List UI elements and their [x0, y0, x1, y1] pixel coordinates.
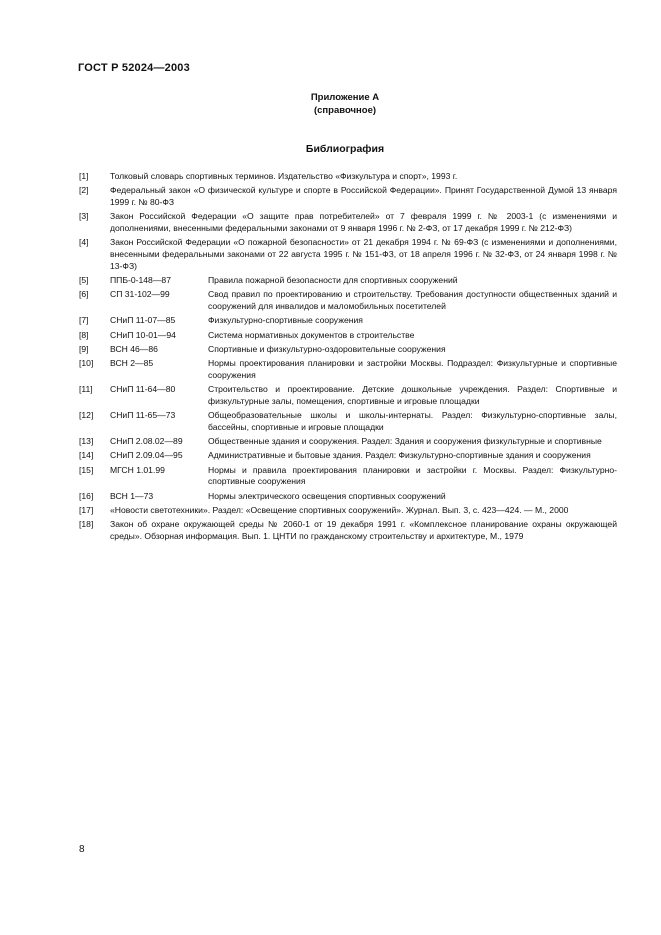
reference-number: [3]	[79, 211, 89, 222]
reference-item	[79, 450, 617, 462]
reference-number: [4]	[79, 237, 89, 248]
reference-text: Нормы и правила проектирования планировки и застройки г. Москвы. Раздел: Физкультурно-спортивные сооружения	[208, 464, 617, 487]
reference-text: Федеральный закон «О физической культуре и спорте в Российской Федерации». Принят Государственной Думой 13 января 1999 г. № 80-ФЗ	[110, 185, 617, 207]
reference-item	[79, 384, 617, 407]
reference-number: [2]	[79, 185, 89, 196]
reference-number: [9]	[79, 343, 89, 354]
bibliography-list	[79, 171, 617, 545]
appendix-title: Приложение А	[310, 92, 380, 103]
reference-text: Свод правил по проектированию и строительству. Требования доступности общественных зданий и сооружений для инвалидов и маломобильных посетителей	[208, 289, 617, 311]
reference-text: Система нормативных документов в строительстве	[208, 329, 415, 340]
reference-code: СНиП 11-64—80	[110, 384, 176, 395]
reference-text: Физкультурно-спортивные сооружения	[208, 315, 363, 326]
reference-code: СП 31-102—99	[110, 289, 170, 300]
reference-number: [15]	[79, 464, 94, 475]
reference-number: [12]	[79, 410, 94, 421]
reference-item	[79, 211, 617, 234]
reference-number: [11]	[79, 384, 93, 395]
reference-text: «Новости светотехники». Раздел: «Освещение спортивных сооружений». Журнал. Вып. 3, с. 423—424. — М., 2000	[110, 505, 569, 516]
reference-number: [10]	[79, 358, 94, 369]
reference-number: [17]	[79, 505, 94, 516]
reference-item	[79, 358, 617, 381]
reference-item	[79, 491, 617, 503]
section-title: Библиография	[305, 143, 385, 155]
reference-item	[79, 505, 617, 517]
reference-item	[79, 275, 617, 287]
reference-item	[79, 171, 617, 183]
reference-number: [13]	[79, 436, 94, 447]
reference-number: [1]	[79, 171, 89, 181]
reference-number: [7]	[79, 315, 89, 326]
reference-number: [16]	[79, 490, 94, 501]
page-number: 8	[79, 844, 85, 855]
reference-code: СНиП 2.09.04—95	[110, 450, 183, 461]
reference-item	[79, 465, 617, 488]
reference-text: Общеобразовательные школы и школы-интернаты. Раздел: Физкультурно-спортивные залы, бассейны, спортивные и игровые площадки	[208, 410, 617, 432]
reference-text: Спортивные и физкультурно-оздоровительные сооружения	[208, 343, 446, 354]
reference-code: СНиП 11-07—85	[110, 315, 176, 326]
appendix-heading	[0, 91, 661, 117]
reference-text: Строительство и проектирование. Детские дошкольные учреждения. Раздел: Спортивные и физкультурные залы, помещения, спортивные и игровые площадки	[208, 384, 617, 406]
reference-text: Общественные здания и сооружения. Раздел: Здания и сооружения физкультурные и спортивные	[208, 436, 602, 447]
reference-item	[79, 315, 617, 327]
reference-number: [18]	[79, 519, 94, 530]
reference-item	[79, 410, 617, 433]
reference-code: ППБ-0-148—87	[110, 275, 171, 285]
reference-code: МГСН 1.01.99	[110, 464, 165, 475]
reference-text: Правила пожарной безопасности для спортивных сооружений	[208, 275, 458, 285]
reference-number: [8]	[79, 329, 89, 340]
appendix-subtitle: (справочное)	[313, 105, 377, 116]
reference-item	[79, 237, 617, 272]
reference-text: Закон об охране окружающей среды № 2060-1 от 19 декабря 1991 г. «Комплексное планирование охраны окружающей среды». Обзорная информация. Вып. 1. ЦНТИ по гражданскому строительству и архитектуре, М., 1979	[110, 519, 617, 542]
reference-text: Закон Российской Федерации «О защите прав потребителей» от 7 февраля 1999 г. № 2003-1 (с изменениями и дополнениями, внесенными федеральными законами от 9 января 1996 г. № 2-ФЗ, от 17 декабря 1999 г. № 212-ФЗ)	[110, 211, 617, 233]
document-code: ГОСТ Р 52024—2003	[78, 62, 190, 74]
reference-number: [5]	[79, 275, 89, 285]
reference-item	[79, 185, 617, 208]
reference-item	[79, 289, 617, 312]
reference-code: СНиП 11-65—73	[110, 410, 176, 421]
reference-code: СНиП 10-01—94	[110, 329, 176, 340]
reference-text: Толковый словарь спортивных терминов. Издательство «Физкультура и спорт», 1993 г.	[110, 171, 458, 181]
reference-text: Закон Российской Федерации «О пожарной безопасности» от 21 декабря 1994 г. № 69-ФЗ (с изменениями и дополнениями, внесенными федеральными законами от 22 августа 1995 г. № 151-ФЗ, от 18 апреля 1996 г. № 32-ФЗ, от 24 января 1998 г. № 13-ФЗ)	[110, 237, 617, 271]
reference-number: [6]	[79, 289, 89, 300]
reference-code: ВСН 2—85	[110, 358, 154, 369]
reference-text: Нормы проектирования планировки и застройки Москвы. Подраздел: Физкультурные и спортивные сооружения	[208, 358, 617, 380]
reference-code: ВСН 1—73	[110, 490, 154, 501]
reference-code: ВСН 46—86	[110, 343, 158, 354]
reference-item	[79, 330, 617, 342]
reference-text: Административные и бытовые здания. Раздел: Физкультурно-спортивные здания и сооружения	[208, 450, 591, 461]
reference-text: Нормы электрического освещения спортивных сооружений	[208, 490, 446, 501]
reference-item	[79, 344, 617, 356]
reference-item	[79, 436, 617, 448]
reference-code: СНиП 2.08.02—89	[110, 436, 183, 447]
reference-number: [14]	[79, 450, 94, 461]
reference-item	[79, 519, 617, 542]
